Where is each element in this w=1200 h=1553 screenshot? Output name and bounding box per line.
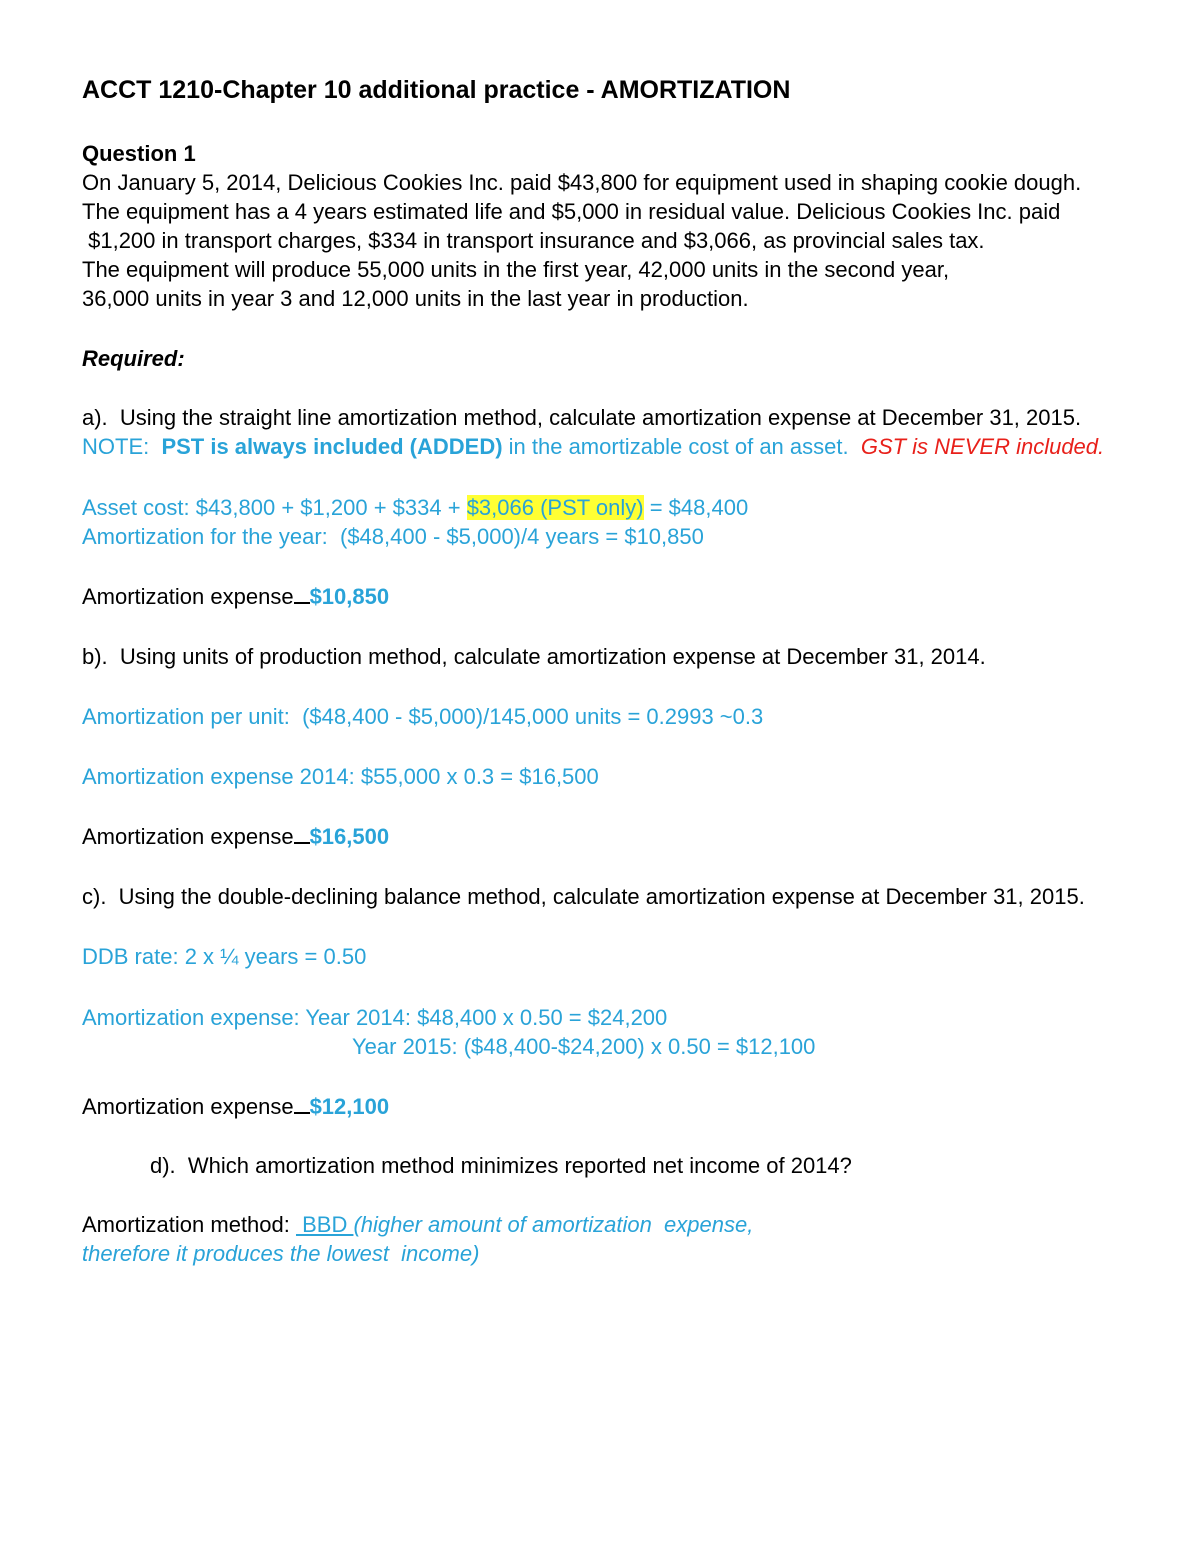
part-c-answer — [82, 1093, 389, 1121]
answer-value: BBD — [295, 1212, 354, 1237]
answer-value: $10,850 — [309, 584, 390, 609]
intro-line-1: On January 5, 2014, Delicious Cookies Inc. paid $43,800 for equipment used in shaping cookie dough. — [82, 170, 1082, 195]
required-label: Required: — [82, 346, 185, 371]
answer-label: Amortization method: — [82, 1212, 296, 1237]
asset-cost-highlight: $3,066 (PST only) — [466, 495, 644, 520]
answer-blank — [294, 584, 310, 604]
asset-cost-prefix: Asset cost: $43,800 + $1,200 + $334 + — [82, 495, 467, 520]
answer-value: $16,500 — [309, 824, 390, 849]
question-heading: Question 1 — [82, 141, 196, 166]
part-a-note — [82, 433, 1104, 461]
intro-line-4: The equipment will produce 55,000 units in the first year, 42,000 units in the second year, — [82, 257, 950, 282]
intro-line-3: $1,200 in transport charges, $334 in transport insurance and $3,066, as provincial sales tax. — [82, 228, 985, 253]
note-bold: PST is always included (ADDED) — [161, 434, 503, 459]
answer-explanation-2: therefore it produces the lowest income) — [82, 1241, 480, 1266]
answer-label: Amortization expense — [82, 824, 294, 849]
answer-explanation-1: (higher amount of amortization expense, — [353, 1212, 754, 1237]
part-b-answer — [82, 823, 389, 851]
answer-value: $12,100 — [309, 1094, 390, 1119]
part-d-answer — [82, 1211, 753, 1239]
part-a-answer — [82, 583, 389, 611]
note-mid: in the amortizable cost of an asset. — [502, 434, 861, 459]
part-c-question: c). Using the double-declining balance method, calculate amortization expense at December 31, 2015. — [82, 884, 1085, 909]
asset-cost-line — [82, 494, 748, 522]
intro-line-5: 36,000 units in year 3 and 12,000 units in the last year in production. — [82, 286, 749, 311]
amortization-expense-2014: Amortization expense 2014: $55,000 x 0.3 = $16,500 — [82, 764, 599, 789]
ddb-expense-2014: Amortization expense: Year 2014: $48,400 x 0.50 = $24,200 — [82, 1005, 668, 1030]
intro-line-2: The equipment has a 4 years estimated life and $5,000 in residual value. Delicious Cookies Inc. paid — [82, 199, 1061, 224]
answer-blank — [294, 824, 310, 844]
page-title: ACCT 1210-Chapter 10 additional practice - AMORTIZATION — [82, 76, 791, 104]
ddb-rate: DDB rate: 2 x ¼ years = 0.50 — [82, 944, 367, 969]
part-a-question: a). Using the straight line amortization method, calculate amortization expense at December 31, 2015. — [82, 405, 1082, 430]
answer-label: Amortization expense — [82, 584, 294, 609]
asset-cost-suffix: = $48,400 — [643, 495, 749, 520]
part-d-question: d). Which amortization method minimizes reported net income of 2014? — [150, 1153, 852, 1178]
answer-label: Amortization expense — [82, 1094, 294, 1119]
note-prefix: NOTE: — [82, 434, 162, 459]
amortization-for-year: Amortization for the year: ($48,400 - $5,000)/4 years = $10,850 — [82, 524, 704, 549]
ddb-expense-2015: Year 2015: ($48,400-$24,200) x 0.50 = $12,100 — [352, 1034, 816, 1059]
answer-blank — [294, 1094, 310, 1114]
part-b-question: b). Using units of production method, calculate amortization expense at December 31, 2014. — [82, 644, 986, 669]
note-red: GST is NEVER included. — [860, 434, 1105, 459]
amortization-per-unit: Amortization per unit: ($48,400 - $5,000)/145,000 units = 0.2993 ~0.3 — [82, 704, 764, 729]
